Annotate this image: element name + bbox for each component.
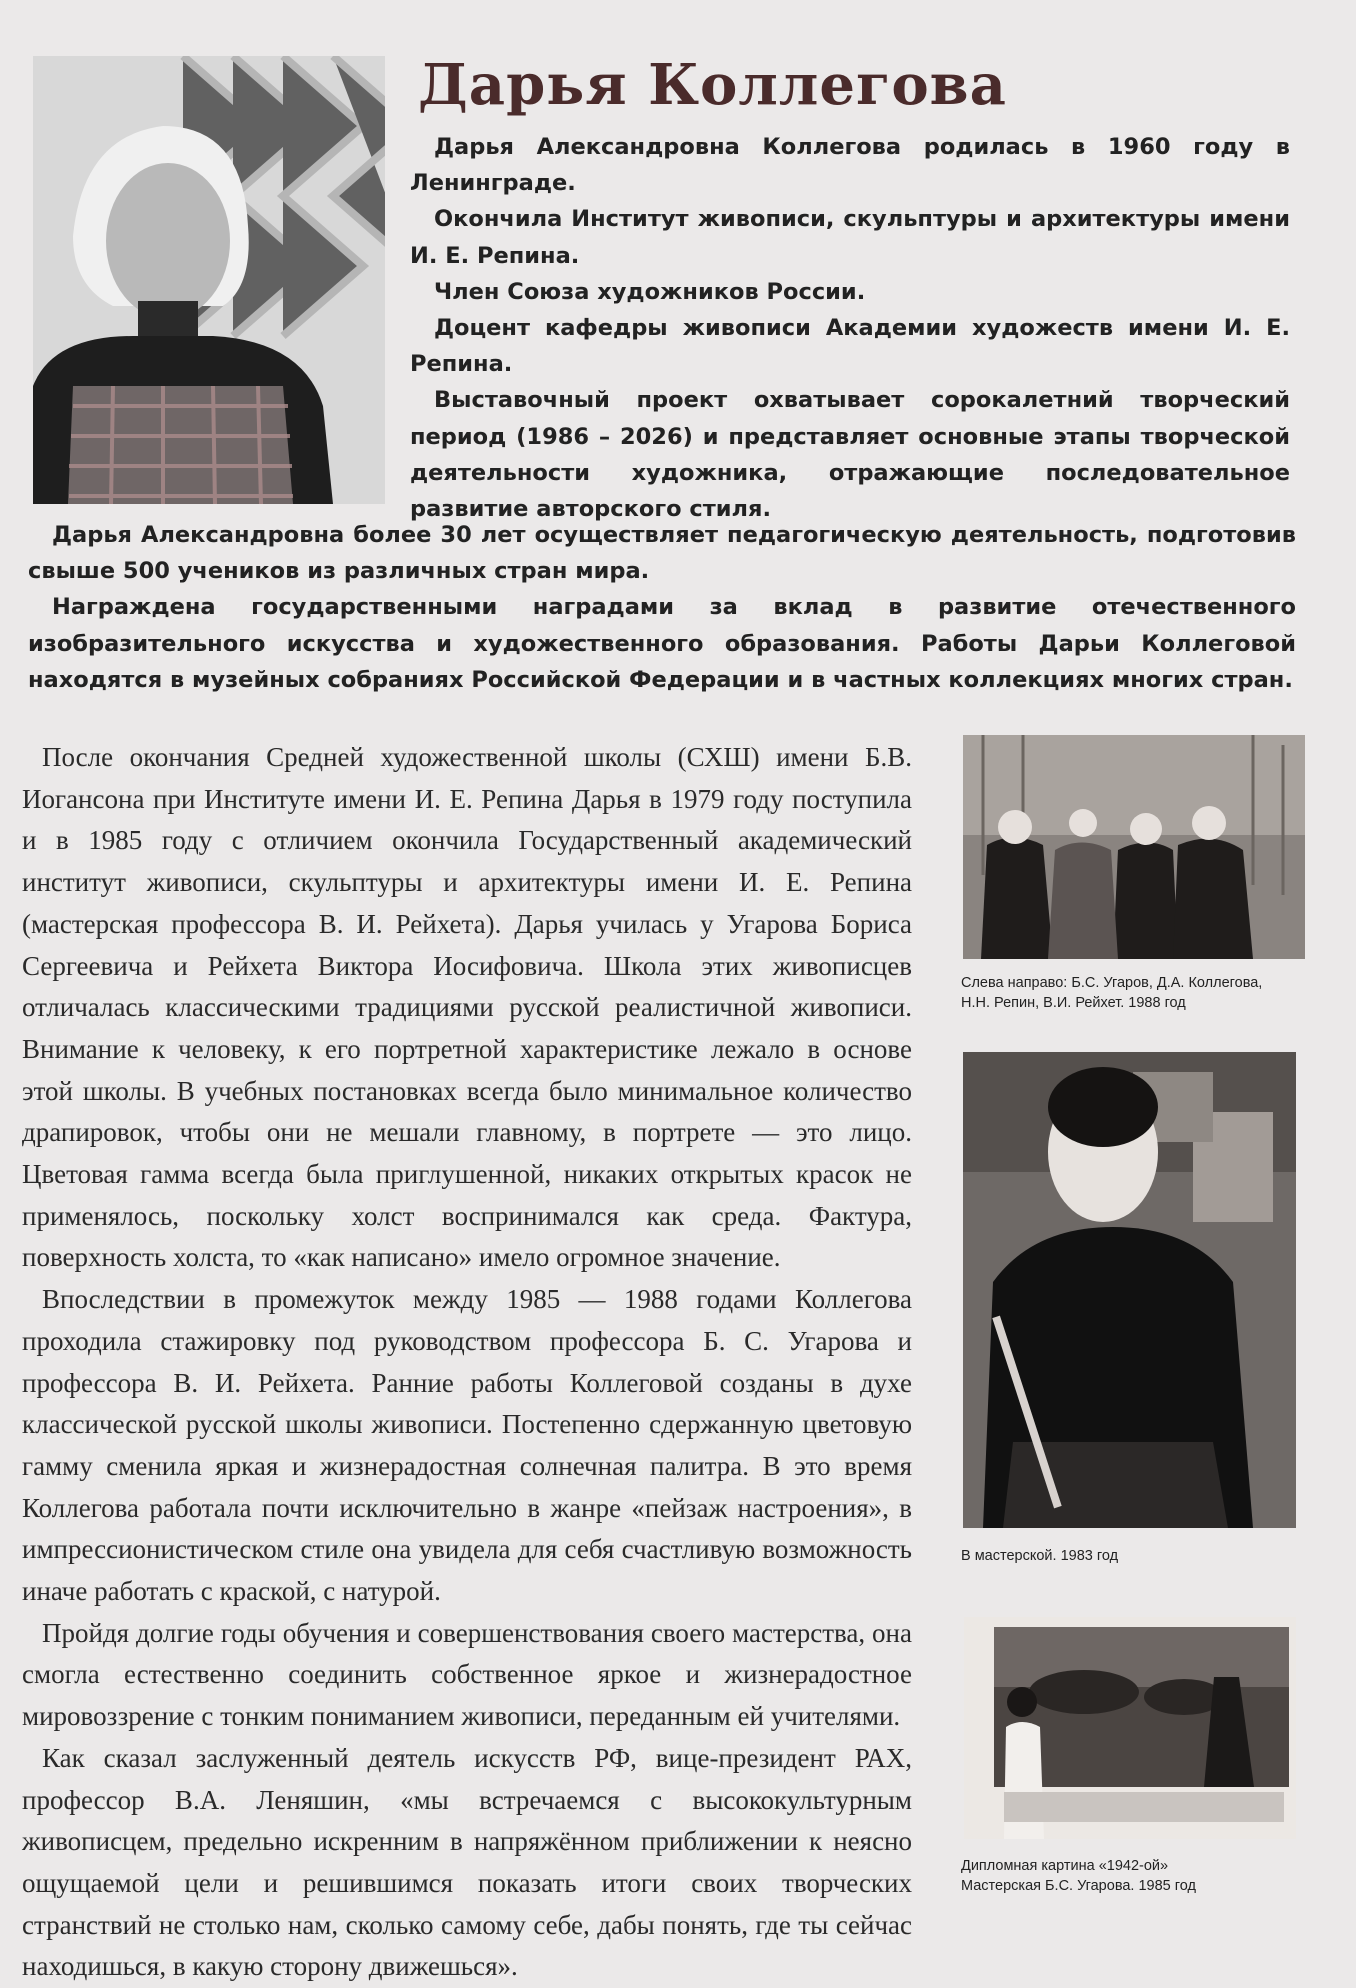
article-paragraph: Пройдя долгие годы обучения и совершенствования своего мастерства, она смогла естественно соединить собственное яркое и жизнерадостное мировоззрение с тонким пониманием живописи, переданным ей учителями. xyxy=(22,1617,912,1732)
article-paragraph: Как сказал заслуженный деятель искусств РФ, вице-президент РАХ, профессор В.А. Леняшин, «мы встречаемся с высококультурным живописцем, предельно искренним в напряжённом приближении к неясно ощущаемой цели и решившимся показать итоги своих творческих странствий не столько нам, сколько самому себе, дабы понять, где ты сейчас находишься, в какую сторону движешься». xyxy=(22,1742,912,1982)
caption-line: Мастерская Б.С. Угарова. 1985 год xyxy=(961,1878,1196,1894)
caption-group-photo xyxy=(961,973,1262,1013)
bio-paragraph: Выставочный проект охватывает сорокалетний творческий период (1986 – 2026) и представляет основные этапы творческой деятельности художника, отражающие последовательное развитие авторского стиля. xyxy=(410,387,1290,523)
caption-line: Н.Н. Репин, В.И. Рейхет. 1988 год xyxy=(961,995,1186,1011)
bio-paragraph: Член Союза художников России. xyxy=(434,278,866,305)
page-title: Дарья Коллегова xyxy=(418,52,1007,118)
article-body xyxy=(22,737,912,1988)
bio-paragraph: Окончила Институт живописи, скульптуры и архитектуры имени И. Е. Репина. xyxy=(410,206,1290,269)
bio-paragraph: Дарья Александровна Коллегова родилась в 1960 году в Ленинграде. xyxy=(410,134,1290,197)
caption-line: Слева направо: Б.С. Угаров, Д.А. Коллегова, xyxy=(961,975,1263,991)
bio-summary xyxy=(410,129,1290,527)
studio-photo xyxy=(963,1052,1296,1528)
portrait-photo xyxy=(33,56,385,504)
article-paragraph: После окончания Средней художественной школы (СХШ) имени Б.В. Иогансона при Институте имени И. Е. Репина Дарья в 1979 году поступила и в 1985 году с отличием окончила Государственный академический институт живописи, скульптуры и архитектуры имени И. Е. Репина (мастерская профессора В. И. Рейхета). Дарья училась у Угарова Бориса Сергеевича и Рейхета Виктора Иосифовича. Школа этих живописцев отличалась классическими традициями русской реалистичной живописи. Внимание к человеку, к его портретной характеристике лежало в основе этой школы. В учебных постановках всегда было минимальное количество драпировок, чтобы они не мешали главному, в портрете — это лицо. Цветовая гамма всегда была приглушенной, никаких открытых красок не применялось, поскольку холст воспринимался как среда. Фактура, поверхность холста, то «как написано» имело огромное значение. xyxy=(22,742,912,1273)
bio-paragraph: Доцент кафедры живописи Академии художеств имени И. Е. Репина. xyxy=(410,315,1290,378)
bio-paragraph: Дарья Александровна более 30 лет осуществляет педагогическую деятельность, подготовив свыше 500 учеников из различных стран мира. xyxy=(28,522,1296,585)
bio-summary-wide xyxy=(28,517,1296,698)
caption-studio-photo: В мастерской. 1983 год xyxy=(961,1548,1119,1564)
group-photo xyxy=(963,735,1305,959)
caption-line: Дипломная картина «1942-ой» xyxy=(961,1858,1169,1874)
bio-paragraph: Награждена государственными наградами за вклад в развитие отечественного изобразительного искусства и художественного образования. Работы Дарьи Коллеговой находятся в музейных собраниях Российской Федерации и в частных коллекциях многих стран. xyxy=(28,594,1296,693)
diploma-painting-photo xyxy=(964,1617,1296,1839)
article-paragraph: Впоследствии в промежуток между 1985 — 1988 годами Коллегова проходила стажировку под руководством профессора Б. С. Угарова и профессора В. И. Рейхета. Ранние работы Коллеговой созданы в духе классической русской школы живописи. Постепенно сдержанную цветовую гамму сменила яркая и жизнерадостная солнечная палитра. В это время Коллегова работала почти исключительно в жанре «пейзаж настроения», в импрессионистическом стиле она увидела для себя счастливую возможность иначе работать с краской, с натурой. xyxy=(22,1284,912,1607)
caption-diploma-photo xyxy=(961,1856,1196,1896)
